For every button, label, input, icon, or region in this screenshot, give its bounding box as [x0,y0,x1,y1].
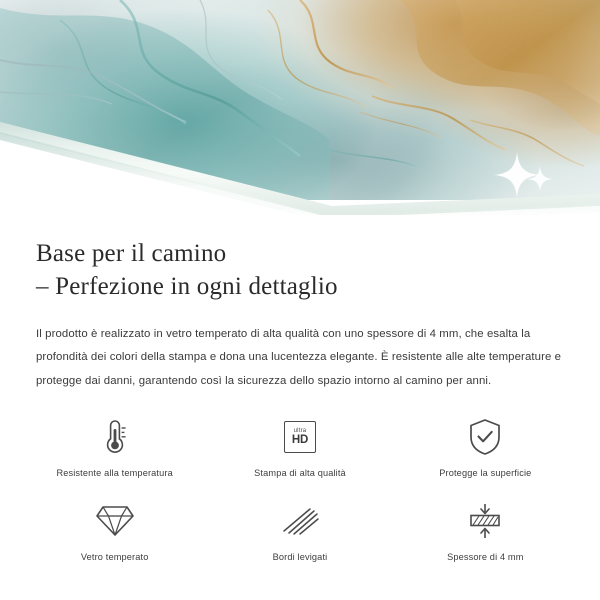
page-title-line-1: Base per il camino [36,240,227,267]
feature-thickness [393,499,578,583]
feature-label: Resistente alla temperatura [56,468,173,479]
hero-image [0,0,600,215]
feature-label: Spessore di 4 mm [447,552,524,563]
feature-label: Bordi levigati [272,552,328,563]
shield-check-icon [467,415,503,459]
ultra-hd-badge-bottom: HD [291,433,309,446]
ultra-hd-badge-top: ultra [293,427,307,434]
diamond-icon [95,499,135,543]
feature-polished-edges [207,499,392,583]
thickness-arrows-icon [465,499,505,543]
feature-temperature-resistant [22,415,207,499]
page-title-line-2: – Perfezione in ogni dettaglio [36,273,338,300]
thermometer-icon [98,415,132,459]
polished-edges-icon [280,499,320,543]
feature-label: Protegge la superficie [439,468,532,479]
ultra-hd-icon [284,415,316,459]
feature-label: Stampa di alta qualità [254,468,346,479]
page-title [36,237,600,303]
feature-tempered-glass [22,499,207,583]
feature-label: Vetro temperato [80,552,149,563]
feature-surface-protection [393,415,578,499]
marble-glass-artwork [0,0,600,215]
feature-grid [0,415,600,583]
marble-veins [0,0,600,200]
feature-print-quality [207,415,392,499]
product-description: Il prodotto è realizzato in vetro temperato di alta qualità con uno spessore di 4 mm, che esalta la profondità dei colori della stampa e dona una lucentezza elegante. È resistente alle alte temperature e protegge dai danni, garantendo così la sicurezza dello spazio intorno al camino per anni. [36,328,562,387]
